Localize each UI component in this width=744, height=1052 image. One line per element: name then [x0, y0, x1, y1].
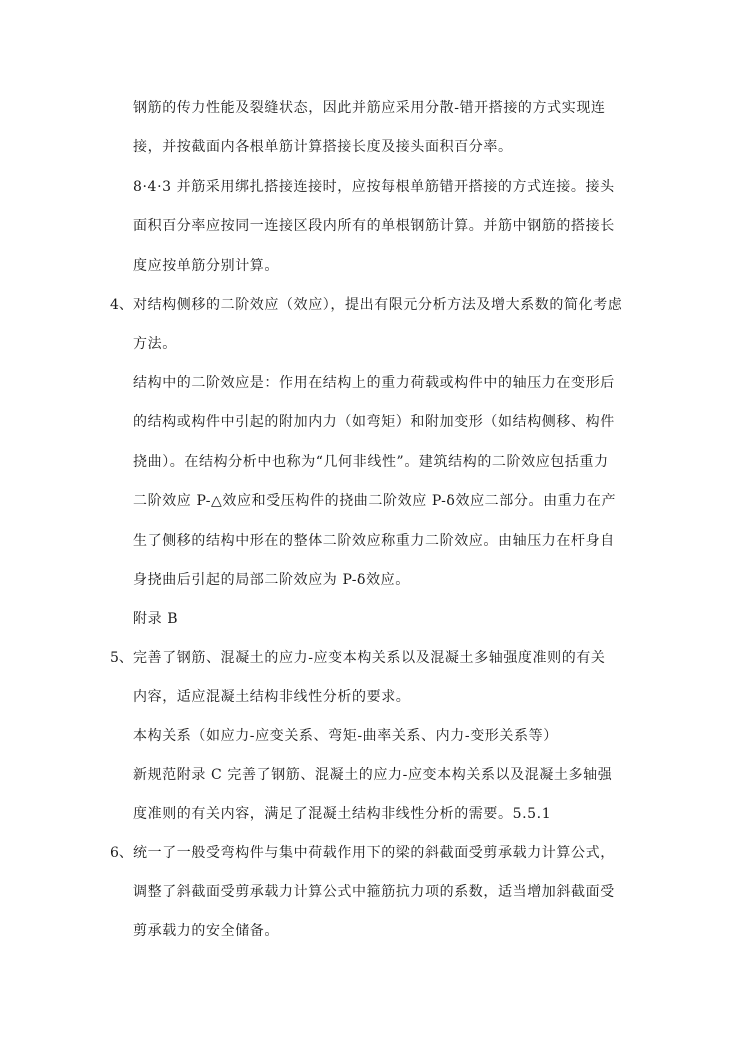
- paragraph-line: 面积百分率应按同一连接区段内所有的单根钢筋计算。并筋中钢筋的搭接长: [133, 218, 615, 234]
- item-heading-line: 内容，适应混凝土结构非线性分析的要求。: [133, 689, 411, 705]
- paragraph-line: 的结构或构件中引起的附加内力（如弯矩）和附加变形（如结构侧移、构件: [133, 414, 615, 430]
- paragraph-line: 二阶效应 P-△效应和受压构件的挠曲二阶效应 P-δ效应二部分。由重力在产: [133, 493, 617, 509]
- paragraph-line: 接，并按截面内各根单筋计算搭接长度及接头面积百分率。: [133, 139, 513, 155]
- item-heading-line: 调整了斜截面受剪承载力计算公式中箍筋抗力项的系数，适当增加斜截面受: [133, 884, 615, 900]
- paragraph-line: 钢筋的传力性能及裂缝状态，因此并筋应采用分散-错开搭接的方式实现连: [133, 100, 606, 116]
- item-heading-line: 剪承载力的安全储备。: [133, 923, 279, 939]
- paragraph-line: 身挠曲后引起的局部二阶效应为 P-δ效应。: [133, 572, 410, 588]
- appendix-label: 附录 B: [133, 611, 179, 627]
- item-heading-line: 对结构侧移的二阶效应（效应），提出有限元分析方法及增大系数的简化考虑: [133, 297, 623, 313]
- item-number-5: 5、: [110, 650, 133, 666]
- item-heading-line: 方法。: [133, 336, 177, 352]
- paragraph-line: 度应按单筋分别计算。: [133, 258, 279, 274]
- paragraph-line: 本构关系（如应力-应变关系、弯矩-曲率关系、内力-变形关系等）: [133, 728, 558, 744]
- item-number-6: 6、: [110, 845, 133, 861]
- paragraph-line: 8·4·3 并筋采用绑扎搭接连接时，应按每根单筋错开搭接的方式连接。接头: [133, 179, 615, 195]
- paragraph-line: 结构中的二阶效应是：作用在结构上的重力荷载或构件中的轴压力在变形后: [133, 375, 615, 391]
- item-number-4: 4、: [110, 297, 133, 313]
- paragraph-line: 生了侧移的结构中形在的整体二阶效应称重力二阶效应。由轴压力在杆身自: [133, 533, 615, 549]
- paragraph-line: 新规范附录 C 完善了钢筋、混凝土的应力-应变本构关系以及混凝土多轴强: [133, 767, 613, 783]
- item-heading-line: 统一了一般受弯构件与集中荷载作用下的梁的斜截面受剪承载力计算公式，: [133, 845, 615, 861]
- paragraph-line: 度准则的有关内容，满足了混凝土结构非线性分析的需要。5.5.1: [133, 806, 552, 822]
- paragraph-line: 挠曲）。在结构分析中也称为“几何非线性”。建筑结构的二阶效应包括重力: [133, 454, 609, 470]
- item-heading-line: 完善了钢筋、混凝土的应力-应变本构关系以及混凝土多轴强度准则的有关: [133, 650, 606, 666]
